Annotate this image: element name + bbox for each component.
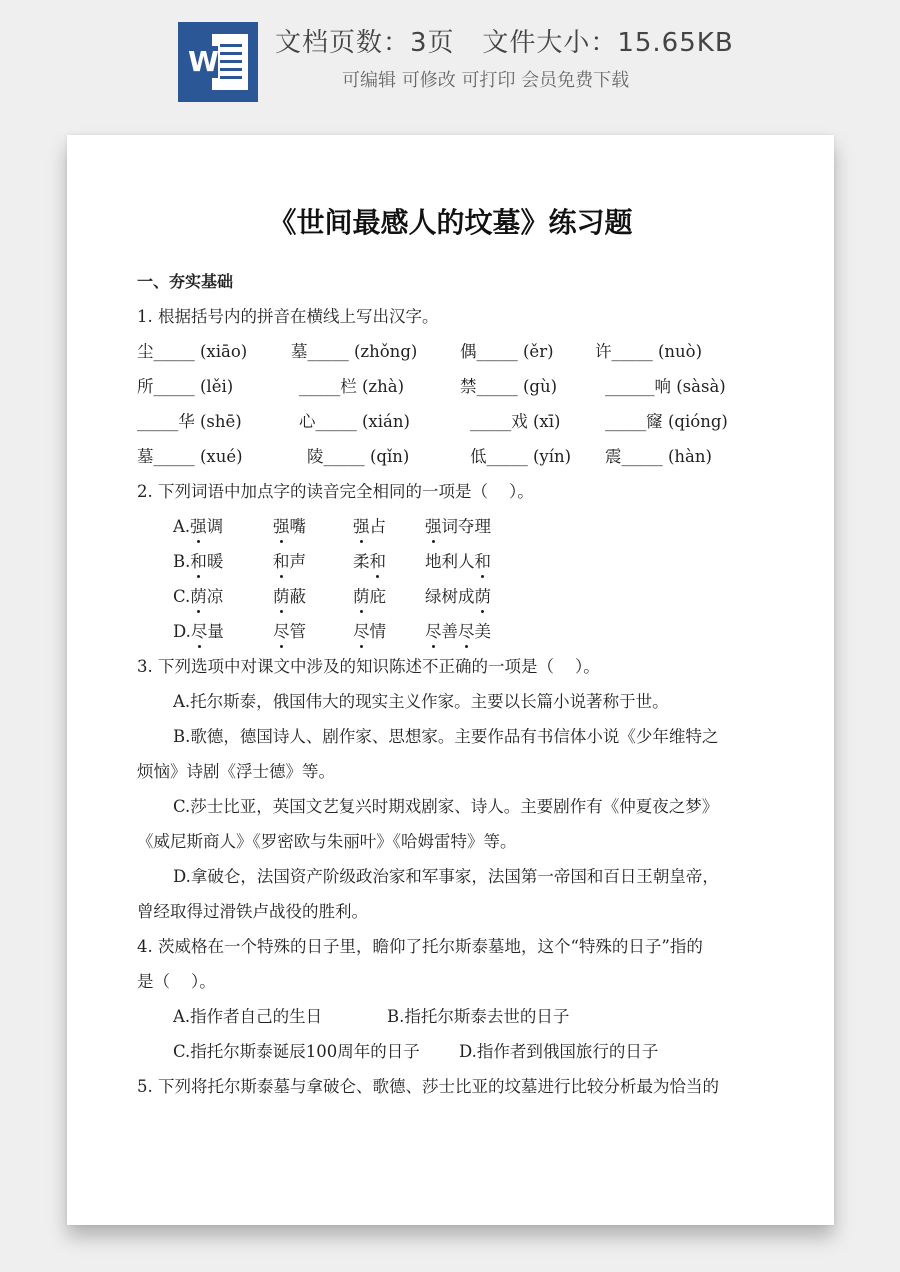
question-3-option: B.歌德，德国诗人、剧作家、思想家。主要作品有书信体小说《少年维特之 <box>173 727 719 746</box>
option-d-word-4: 尽善尽美 <box>425 622 491 641</box>
document-title: 《世间最感人的坟墓》练习题 <box>268 206 633 239</box>
option-d-word-1: D.尽量 <box>173 622 224 641</box>
option-c-word-1: C.荫凉 <box>173 587 224 606</box>
pinyin-item: 心_____ (xián) <box>299 412 410 431</box>
question-2-stem: 2. 下列词语中加点字的读音完全相同的一项是（ ）。 <box>137 482 534 501</box>
question-3-option: A.托尔斯泰，俄国伟大的现实主义作家。主要以长篇小说著称于世。 <box>173 692 669 711</box>
pinyin-item: 墓_____ (xué) <box>137 447 243 466</box>
question-4-stem-cont: 是（ ）。 <box>137 972 216 991</box>
option-a-word-4: 强词夺理 <box>425 517 491 536</box>
pinyin-item: 禁_____ (gù) <box>460 377 558 396</box>
option-d-word-2: 尽管 <box>273 622 306 641</box>
pinyin-item: 偶_____ (ěr) <box>460 342 554 361</box>
question-3-option-cont: 曾经取得过滑铁卢战役的胜利。 <box>137 902 368 921</box>
question-4-stem: 4. 茨威格在一个特殊的日子里，瞻仰了托尔斯泰墓地，这个“特殊的日子”指的 <box>137 937 703 956</box>
question-3-option-cont: 《威尼斯商人》《罗密欧与朱丽叶》《哈姆雷特》等。 <box>137 832 517 851</box>
pinyin-item: 墓_____ (zhǒng) <box>291 342 418 361</box>
option-b-word-1: B.和暖 <box>173 552 224 571</box>
pinyin-item: 震_____ (hàn) <box>605 447 712 466</box>
option-b-word-2: 和声 <box>273 552 306 571</box>
question-4-option-d: D.指作者到俄国旅行的日子 <box>459 1042 659 1061</box>
question-3-option: C.莎士比亚，英国文艺复兴时期戏剧家、诗人。主要剧作有《仲夏夜之梦》 <box>173 797 719 816</box>
option-d-word-3: 尽情 <box>353 622 386 641</box>
question-4-option-a: A.指作者自己的生日 <box>173 1007 323 1026</box>
pinyin-item: 许_____ (nuò) <box>595 342 703 361</box>
option-a-word-1: A.强调 <box>173 517 224 536</box>
pinyin-item: 陵_____ (qǐn) <box>307 447 410 466</box>
option-c-word-3: 荫庇 <box>353 587 386 606</box>
question-4-option-b: B.指托尔斯泰去世的日子 <box>387 1007 570 1026</box>
question-3-stem: 3. 下列选项中对课文中涉及的知识陈述不正确的一项是（ ）。 <box>137 657 600 676</box>
question-3-option-cont: 烦恼》诗剧《浮士德》等。 <box>137 762 335 781</box>
pinyin-item: 尘_____ (xiāo) <box>137 342 248 361</box>
pinyin-item: ______响 (sàsà) <box>605 377 726 396</box>
file-info-title: 文档页数：3页 文件大小：15.65KB <box>275 28 734 58</box>
question-1-stem: 1. 根据括号内的拼音在横线上写出汉字。 <box>137 307 439 326</box>
pinyin-item: _____华 (shē) <box>137 412 242 431</box>
option-a-word-3: 强占 <box>353 517 386 536</box>
word-icon <box>178 22 258 102</box>
header-bar <box>0 0 900 120</box>
pinyin-item: _____窿 (qióng) <box>605 412 728 431</box>
section-heading: 一、夯实基础 <box>137 272 234 291</box>
option-a-word-2: 强嘴 <box>273 517 306 536</box>
pinyin-item: 所_____ (lěi) <box>137 377 234 396</box>
question-5-stem: 5. 下列将托尔斯泰墓与拿破仑、歌德、莎士比亚的坟墓进行比较分析最为恰当的 <box>137 1077 719 1096</box>
file-info-subtitle: 可编辑 可修改 可打印 会员免费下载 <box>342 70 630 91</box>
question-4-option-c: C.指托尔斯泰诞辰100周年的日子 <box>173 1042 420 1061</box>
question-3-option: D.拿破仑，法国资产阶级政治家和军事家，法国第一帝国和百日王朝皇帝， <box>173 867 719 886</box>
option-b-word-4: 地利人和 <box>425 552 491 571</box>
word-letter: W <box>188 45 219 78</box>
document-page <box>67 135 834 1225</box>
option-b-word-3: 柔和 <box>353 552 386 571</box>
pinyin-item: 低_____ (yín) <box>470 447 572 466</box>
option-c-word-2: 荫蔽 <box>273 587 306 606</box>
pinyin-item: _____戏 (xī) <box>470 412 561 431</box>
pinyin-item: _____栏 (zhà) <box>299 377 405 396</box>
option-c-word-4: 绿树成荫 <box>425 587 491 606</box>
